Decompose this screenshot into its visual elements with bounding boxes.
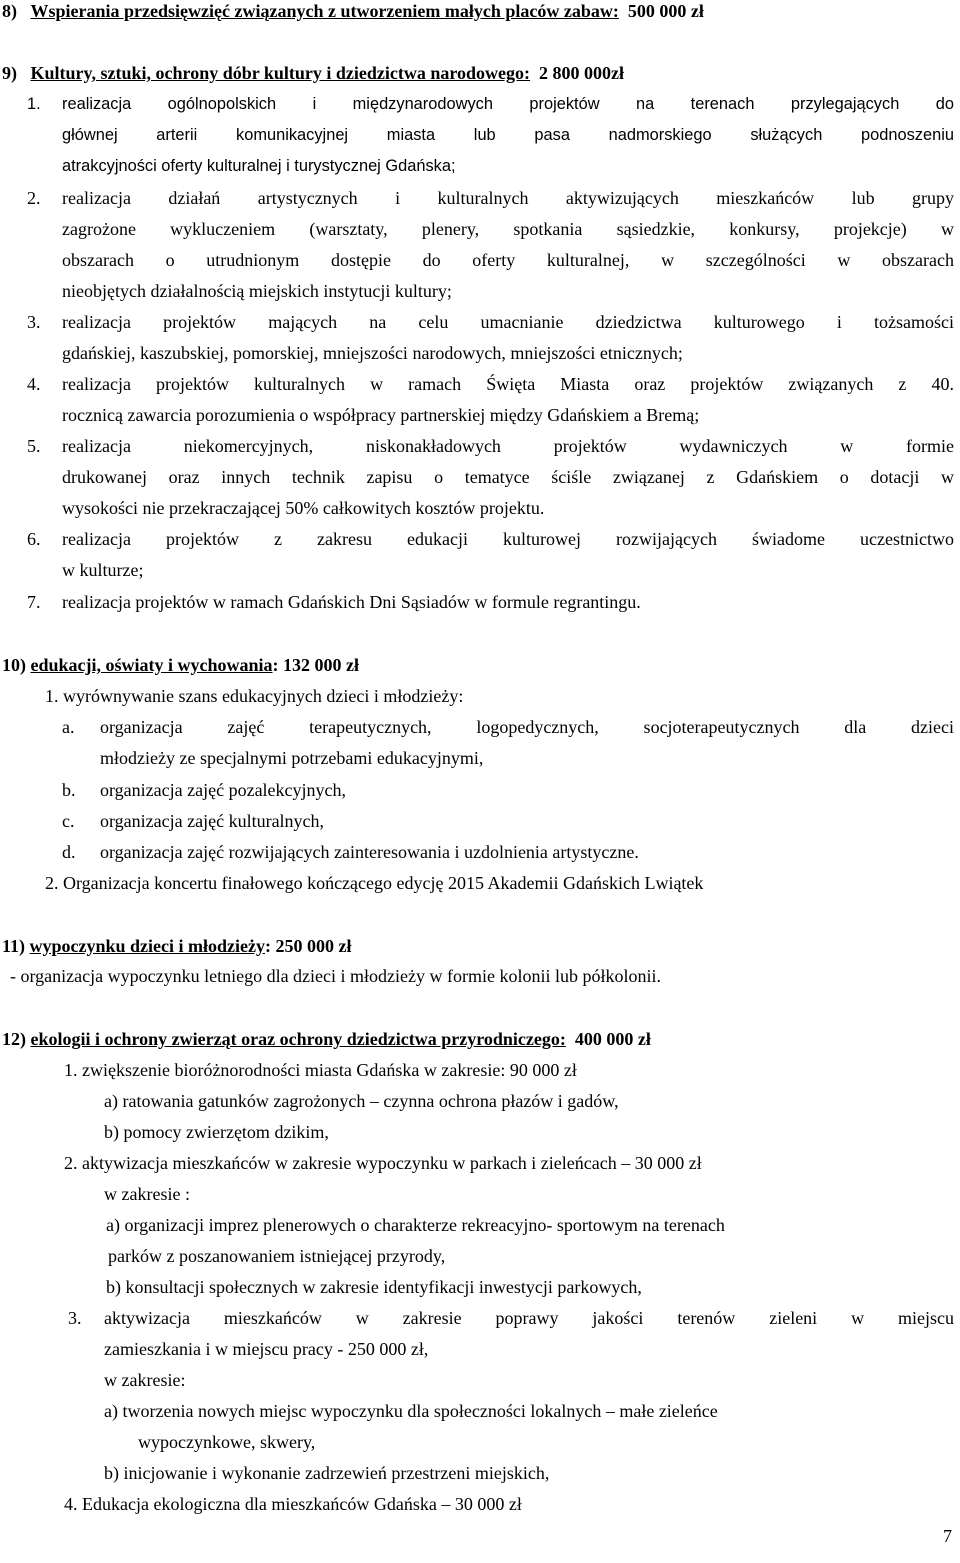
s12-item-1b: b) pomocy zwierzętom dzikim, (104, 1122, 329, 1142)
section-12-heading: 12) ekologii i ochrony zwierząt oraz ochrony dziedzictwa przyrodniczego: 400 000 zł (2, 1029, 651, 1049)
s12-item-3-line-1: aktywizacja mieszkańców w zakresie poprawy jakości terenów zieleni w miejscu (104, 1308, 954, 1328)
s12-item-2: 2. aktywizacja mieszkańców w zakresie wypoczynku w parkach i zieleńcach – 30 000 zł (64, 1153, 702, 1173)
section-12-amount: 400 000 zł (574, 1029, 651, 1049)
s9-item-2-line-3: obszarach o utrudnionym dostępie do oferty kulturalnej, w szczególności w obszarach (62, 250, 954, 270)
s11-line: - organizacja wypoczynku letniego dla dzieci i młodzieży w formie kolonii lub półkolonii. (10, 966, 661, 986)
s9-item-3-line-2: gdańskiej, kaszubskiej, pomorskiej, mniejszości narodowych, mniejszości etnicznych; (62, 343, 683, 363)
section-8-amount: 500 000 zł (627, 1, 704, 21)
s10-sub-c-num: c. (62, 811, 75, 831)
s9-item-3-line-1: realizacja projektów mających na celu umacnianie dziedzictwa kulturowego i tożsamości (62, 312, 954, 332)
s9-item-5-num: 5. (27, 436, 41, 456)
s10-item-2: 2. Organizacja koncertu finałowego kończącego edycję 2015 Akademii Gdańskich Lwiątek (45, 873, 704, 893)
section-10-amount: : 132 000 zł (272, 655, 359, 675)
s12-item-4: 4. Edukacja ekologiczna dla mieszkańców Gdańska – 30 000 zł (64, 1494, 522, 1514)
section-9-title: Kultury, sztuki, ochrony dóbr kultury i dziedzictwa narodowego: (30, 63, 531, 83)
section-9-heading: 9) Kultury, sztuki, ochrony dóbr kultury i dziedzictwa narodowego: 2 800 000zł (2, 63, 625, 83)
s10-sub-a-line-1: organizacja zajęć terapeutycznych, logopedycznych, socjoterapeutycznych dla dzieci (100, 717, 954, 737)
s9-item-4-line-2: rocznicą zawarcia porozumienia o współpracy partnerskiej między Gdańskiem a Bremą; (62, 405, 700, 425)
section-9-amount: 2 800 000zł (539, 63, 625, 83)
s10-sub-b-num: b. (62, 780, 76, 800)
s10-item-1: 1. wyrównywanie szans edukacyjnych dzieci i młodzieży: (45, 686, 464, 706)
s9-item-7-line-1: realizacja projektów w ramach Gdańskich Dni Sąsiadów w formule regrantingu. (62, 592, 641, 612)
s10-sub-a-line-2: młodzieży ze specjalnymi potrzebami edukacyjnymi, (100, 748, 484, 768)
s12-item-2a-line-2: parków z poszanowaniem istniejącej przyrody, (108, 1246, 446, 1266)
s12-item-1: 1. zwiększenie bioróżnorodności miasta Gdańska w zakresie: 90 000 zł (64, 1060, 577, 1080)
section-11-amount: : 250 000 zł (265, 936, 352, 956)
s9-item-5-line-2: drukowanej oraz innych technik zapisu o tematyce ściśle związanej z Gdańskiem o dotacji w (62, 467, 954, 487)
s12-item-3-scope: w zakresie: (104, 1370, 186, 1390)
s9-item-2-line-1: realizacja działań artystycznych i kulturalnych aktywizujących mieszkańców lub grupy (62, 188, 954, 208)
s9-item-6-num: 6. (27, 529, 41, 549)
s9-item-6-line-2: w kulturze; (62, 560, 144, 580)
s9-item-4-line-1: realizacja projektów kulturalnych w ramach Święta Miasta oraz projektów związanych z 40. (62, 374, 954, 394)
s9-item-1-num: 1. (27, 95, 41, 113)
s10-sub-c-text: organizacja zajęć kulturalnych, (100, 811, 325, 831)
s12-item-3a-line-1: a) tworzenia nowych miejsc wypoczynku dla społeczności lokalnych – małe zieleńce (104, 1401, 718, 1421)
s12-item-3-line-2: zamieszkania i w miejscu pracy - 250 000 zł, (104, 1339, 429, 1359)
section-10-title: edukacji, oświaty i wychowania (30, 655, 273, 675)
section-8-title: Wspierania przedsięwzięć związanych z utworzeniem małych placów zabaw: (30, 1, 619, 21)
s12-item-2-scope: w zakresie : (104, 1184, 190, 1204)
s12-item-3-num: 3. (68, 1308, 82, 1328)
section-8-heading: 8) Wspierania przedsięwzięć związanych z utworzeniem małych placów zabaw: 500 000 zł (2, 1, 704, 21)
s10-sub-b-text: organizacja zajęć pozalekcyjnych, (100, 780, 347, 800)
s10-sub-d-num: d. (62, 842, 76, 862)
section-12-title: ekologii i ochrony zwierząt oraz ochrony dziedzictwa przyrodniczego: (30, 1029, 566, 1049)
s10-sub-a-num: a. (62, 717, 75, 737)
s9-item-4-num: 4. (27, 374, 41, 394)
s9-item-6-line-1: realizacja projektów z zakresu edukacji kulturowej rozwijających świadome uczestnictwo (62, 529, 954, 549)
s12-item-2b: b) konsultacji społecznych w zakresie identyfikacji inwestycji parkowych, (106, 1277, 642, 1297)
page-number: 7 (943, 1526, 952, 1546)
s9-item-1-line-1: realizacja ogólnopolskich i międzynarodowych projektów na terenach przylegających do (62, 95, 954, 113)
s12-item-3a-line-2: wypoczynkowe, skwery, (138, 1432, 316, 1452)
section-11-heading: 11) wypoczynku dzieci i młodzieży: 250 000 zł (2, 936, 352, 956)
s12-item-3b: b) inicjowanie i wykonanie zadrzewień przestrzeni miejskich, (104, 1463, 550, 1483)
s9-item-2-line-2: zagrożone wykluczeniem (warsztaty, plenery, spotkania sąsiedzkie, konkursy, projekcje) w (62, 219, 954, 239)
s9-item-2-line-4: nieobjętych działalnością miejskich instytucji kultury; (62, 281, 452, 301)
s9-item-5-line-1: realizacja niekomercyjnych, niskonakładowych projektów wydawniczych w formie (62, 436, 954, 456)
s12-item-2a-line-1: a) organizacji imprez plenerowych o charakterze rekreacyjno- sportowym na terenach (106, 1215, 725, 1235)
s12-item-1a: a) ratowania gatunków zagrożonych – czynna ochrona płazów i gadów, (104, 1091, 619, 1111)
s9-item-2-num: 2. (27, 188, 41, 208)
section-11-title: wypoczynku dzieci i młodzieży (29, 936, 265, 956)
s9-item-1-line-2: głównej arterii komunikacyjnej miasta lub pasa nadmorskiego służących podnoszeniu (62, 126, 954, 144)
s9-item-5-line-3: wysokości nie przekraczającej 50% całkowitych kosztów projektu. (62, 498, 545, 518)
section-10-heading: 10) edukacji, oświaty i wychowania: 132 000 zł (2, 655, 359, 675)
s9-item-1-line-3: atrakcyjności oferty kulturalnej i turystycznej Gdańska; (62, 157, 456, 175)
s9-item-3-num: 3. (27, 312, 41, 332)
s9-item-7-num: 7. (27, 592, 41, 612)
s10-sub-d-text: organizacja zajęć rozwijających zainteresowania i uzdolnienia artystyczne. (100, 842, 639, 862)
